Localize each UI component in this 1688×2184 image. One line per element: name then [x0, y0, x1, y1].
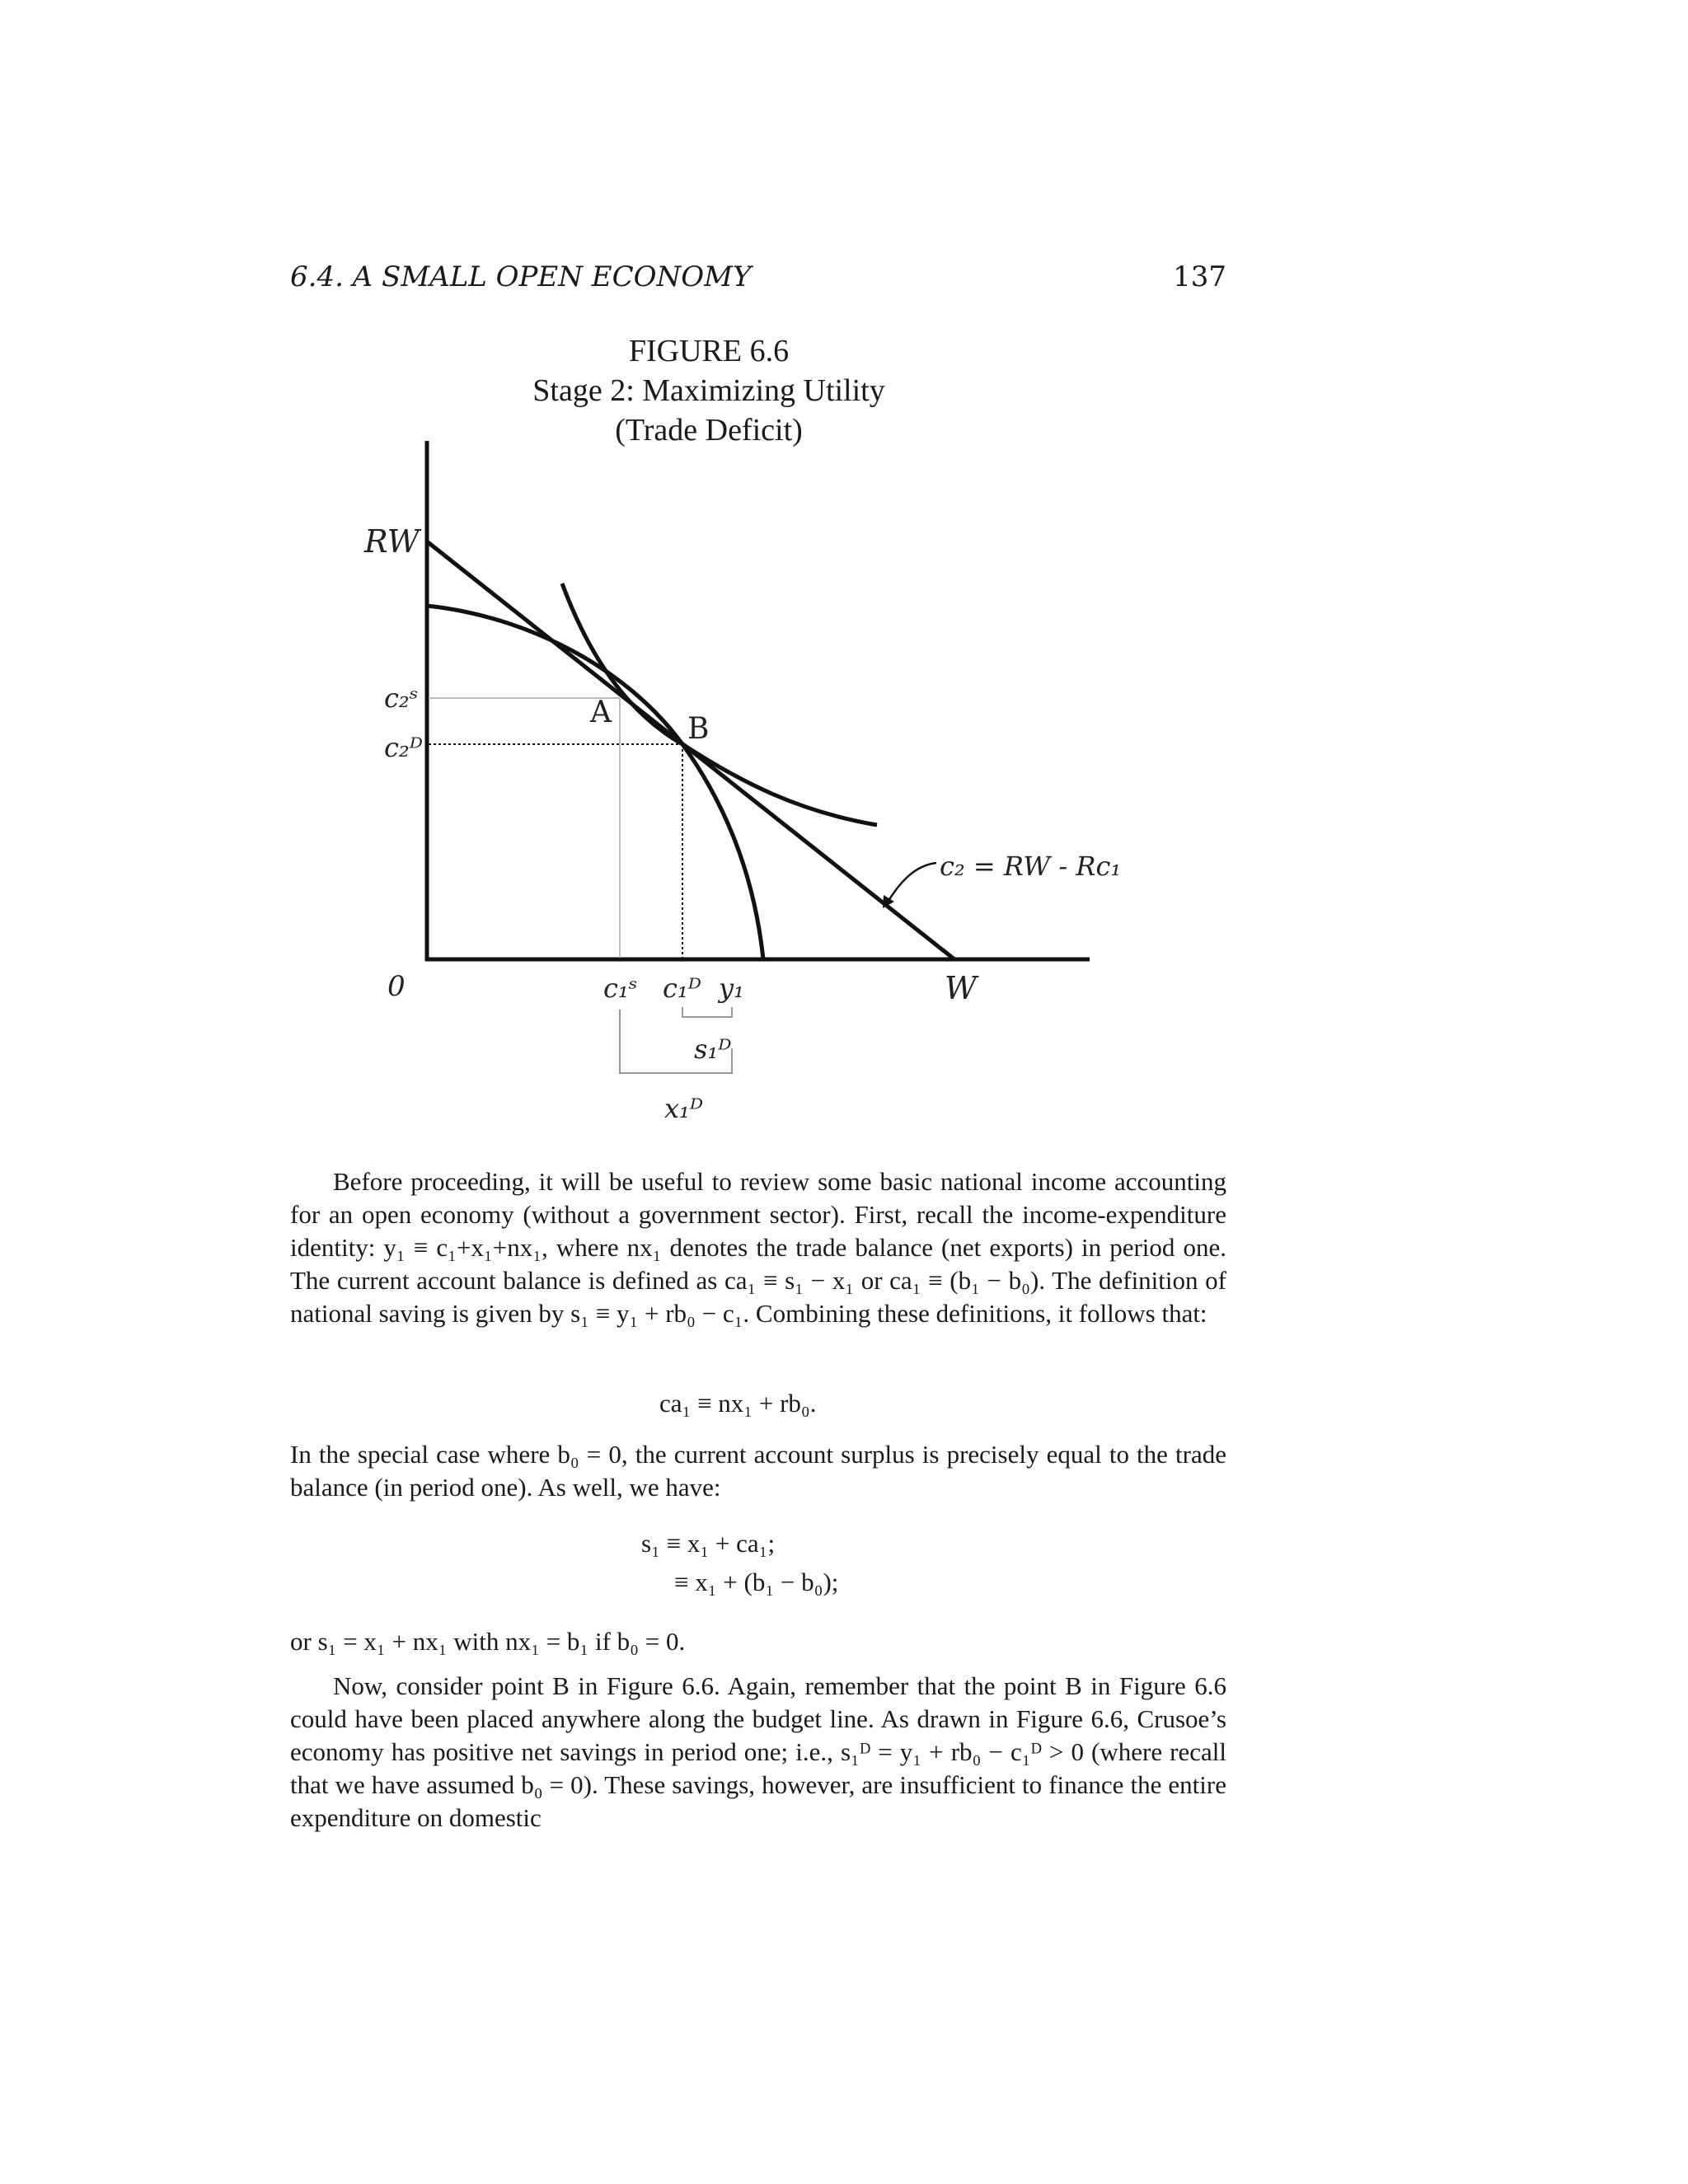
page-number: 137 — [1173, 260, 1226, 293]
figure-number: FIGURE 6.6 — [628, 334, 790, 368]
equation-saving-1: s₁ ≡ x₁ + ca₁; — [641, 1529, 776, 1558]
equation-current-account: ca₁ ≡ nx₁ + rb₀. — [659, 1389, 817, 1418]
equation-saving-2: ≡ x₁ + (b₁ − b₀); — [674, 1568, 839, 1596]
c1s-label: c₁ˢ — [603, 972, 638, 1004]
s1d-bracket — [682, 1007, 732, 1017]
figure-title-line1: Stage 2: Maximizing Utility — [532, 373, 885, 408]
x1d-label: x₁ᴰ — [664, 1093, 704, 1124]
running-header-section: 6.4. A SMALL OPEN ECONOMY — [290, 260, 752, 293]
paragraph-special-case: In the special case where b₀ = 0, the current account surplus is precisely equal to the trade balance (in period one). As well, we have: — [290, 1440, 1226, 1502]
rw-label: RW — [364, 523, 420, 560]
budget-equation-label: c₂ = RW - Rc₁ — [940, 851, 1122, 882]
point-a-label: A — [590, 696, 612, 729]
budget-eq-pointer — [887, 863, 936, 903]
origin-label: 0 — [387, 970, 406, 1003]
paragraph-or-s1: or s₁ = x₁ + nx₁ with nx₁ = b₁ if b₀ = 0. — [290, 1627, 686, 1656]
paragraph-point-b: Now, consider point B in Figure 6.6. Again, remember that the point B in Figure 6.6 could have been placed anywhere along the budget line. As drawn in Figure 6.6, Crusoe’s economy has positive net savings in period one; i.e., s₁ᴰ = y₁ + rb₀ − c₁ᴰ > 0 (where recall that we have assumed b₀ = 0). These savings, however, are insufficient to finance the entire expenditure on domestic — [290, 1671, 1226, 1832]
figure-title-line2: (Trade Deficit) — [615, 413, 803, 448]
c2d-label: c₂ᴰ — [384, 732, 423, 763]
c1d-label: c₁ᴰ — [663, 972, 701, 1004]
w-label: W — [945, 970, 978, 1006]
paragraph-accounting: Before proceeding, it will be useful to review some basic national income accounting for an open economy (without a government sector). First, recall the income-expenditure identity: y₁ ≡ c₁+x₁+nx₁, where nx₁ denotes the trade balance (net exports) in period one. The current account balance is defined as ca₁ ≡ s₁ − x₁ or ca₁ ≡ (b₁ − b₀). The definition of national saving is given by s₁ ≡ y₁ + rb₀ − c₁. Combining these definitions, it follows that: — [290, 1167, 1226, 1328]
y1-label: y₁ — [719, 972, 744, 1004]
s1d-label: s₁ᴰ — [694, 1033, 732, 1065]
c2s-label: c₂ˢ — [384, 682, 419, 714]
point-b-label: B — [687, 712, 710, 746]
production-frontier — [427, 606, 763, 959]
